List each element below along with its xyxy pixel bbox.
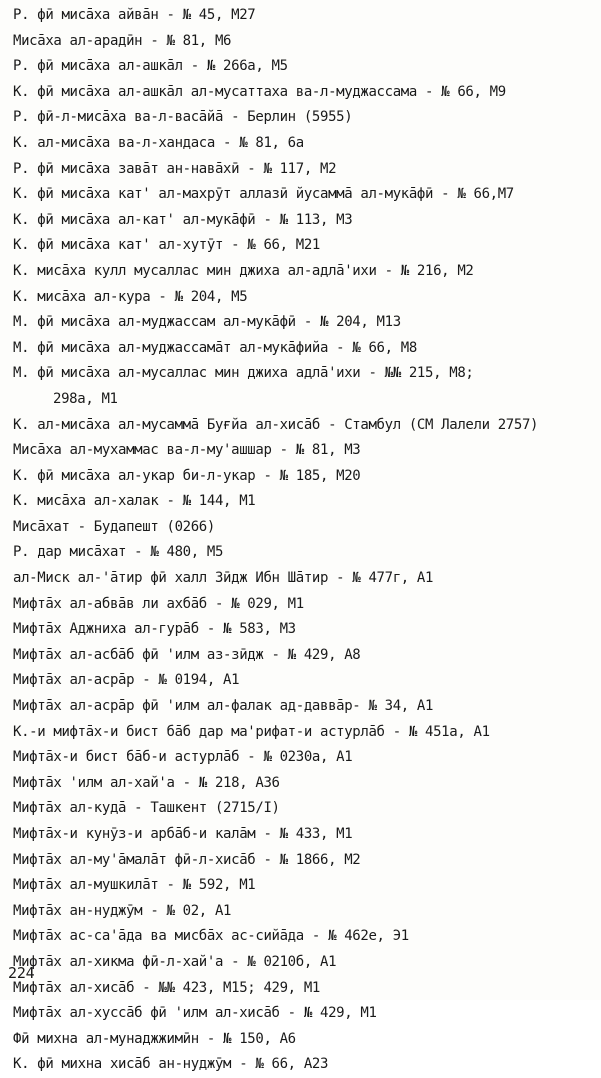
index-entry: Мифтāх Аджниха ал-гурāб - № 583, М3: [13, 621, 296, 638]
index-entry: Р. фӣ мисāха завāт ан-навāхӣ - № 117, М2: [13, 160, 337, 177]
index-entry: Р. дар мисāхат - № 480, М5: [13, 544, 224, 561]
index-entry: Мисāха ал-арадӣн - № 81, М6: [13, 32, 232, 49]
index-entry: Р. фӣ-л-мисāха ва-л-васāйā - Берлин (5955): [13, 109, 353, 126]
index-entry: Мифтāх ас-са'āда ва мисбāх ас-сийāда - № 462е, Э1: [13, 928, 409, 945]
index-entry: Мифтāх ал-асрāр - № 0194, А1: [13, 672, 240, 689]
index-entry: К. фӣ михна хисāб ан-нуджӯм - № 66, А23: [13, 1056, 329, 1073]
index-entry: М. фӣ мисāха ал-мусаллас мин джиха адлā'ихи - №№ 215, М8;: [13, 365, 474, 382]
index-entry: К. ал-мисāха ва-л-хандаса - № 81, 6а: [13, 134, 304, 151]
index-entry: Мифтāх ал-кудā - Ташкент (2715/I): [13, 800, 280, 817]
index-entry: Фӣ михна ал-мунаджжимӣн - № 150, А6: [13, 1030, 296, 1047]
index-entry: М. фӣ мисāха ал-муджассамāт ал-мукāфийа - № 66, М8: [13, 339, 417, 356]
index-entry: К. мисāха ал-халак - № 144, М1: [13, 493, 256, 510]
index-entry: М. фӣ мисāха ал-муджассам ал-мукāфӣ - № 204, М13: [13, 314, 401, 331]
index-entry: К. мисāха кулл мусаллас мин джиха ал-адлā'ихи - № 216, М2: [13, 262, 474, 279]
index-entry: К. фӣ мисāха ал-кат' ал-мукāфӣ - № 113, М3: [13, 211, 353, 228]
index-entry: Мисāха ал-мухаммас ва-л-му'ашшар - № 81, М3: [13, 442, 361, 459]
index-entry: Р. фӣ мисāха айвāн - № 45, М27: [13, 7, 256, 23]
index-entry-list: [13, 3, 597, 1078]
page-number: 224: [8, 964, 35, 982]
index-entry: Мифтāх ал-асрāр фӣ 'илм ал-фалак ад-даввāр- № 34, А1: [13, 698, 434, 715]
index-entry: 298а, М1: [53, 390, 118, 407]
index-entry: К.-и мифтāх-и бист бāб дар ма'рифат-и астурлāб - № 451а, А1: [13, 723, 490, 740]
index-entry: К. фӣ мисāха ал-ашкāл ал-мусаттаха ва-л-муджассама - № 66, М9: [13, 83, 506, 100]
index-entry: К. фӣ мисāха ал-укар би-л-укар - № 185, М20: [13, 467, 361, 484]
index-entry: Мифтāх ал-хуссāб фӣ 'илм ал-хисāб - № 429, М1: [13, 1005, 377, 1022]
index-entry: К. фӣ мисāха кат' ал-хутӯт - № 66, М21: [13, 237, 320, 254]
index-entry: Мифтāх-и бист бāб-и астурлāб - № 0230а, А1: [13, 749, 353, 766]
index-entry: Мифтāх ал-му'āмалāт фӣ-л-хисāб - № 1866, М2: [13, 851, 361, 868]
index-entry: Мифтāх ал-абвāв ли ахбāб - № 029, М1: [13, 595, 304, 612]
index-entry: К. мисāха ал-кура - № 204, М5: [13, 288, 248, 305]
index-entry: Мифтāх ал-хисāб - №№ 423, М15; 429, М1: [13, 979, 320, 996]
index-entry: Р. фӣ мисāха ал-ашкāл - № 266а, М5: [13, 58, 288, 75]
index-entry: Мифтāх ал-асбāб фӣ 'илм аз-зӣдж - № 429, А8: [13, 646, 361, 663]
index-entry: Мифтāх 'илм ал-хай'а - № 218, А36: [13, 774, 280, 791]
index-entry: К. фӣ мисāха кат' ал-махрӯт аллазӣ йусаммā ал-мукāфӣ - № 66,М7: [13, 186, 514, 203]
index-entry: ал-Миск ал-'āтир фӣ халл Зӣдж Ибн Шāтир - № 477г, А1: [13, 570, 434, 587]
index-entry: Мифтāх ан-нуджӯм - № 02, А1: [13, 902, 232, 919]
index-entry: К. ал-мисāха ал-мусаммā Буғйа ал-хисāб - Стамбул (СМ Лалели 2757): [13, 416, 539, 433]
index-entry: Мисāхат - Будапешт (0266): [13, 518, 215, 535]
index-entry: Мифтāх-и кунӯз-и арбāб-и калāм - № 433, М1: [13, 826, 353, 842]
index-entry: Мифтāх ал-мушкилāт - № 592, М1: [13, 877, 256, 894]
index-entry: Мифтāх ал-хикма фӣ-л-хай'а - № 0210б, А1: [13, 953, 337, 970]
